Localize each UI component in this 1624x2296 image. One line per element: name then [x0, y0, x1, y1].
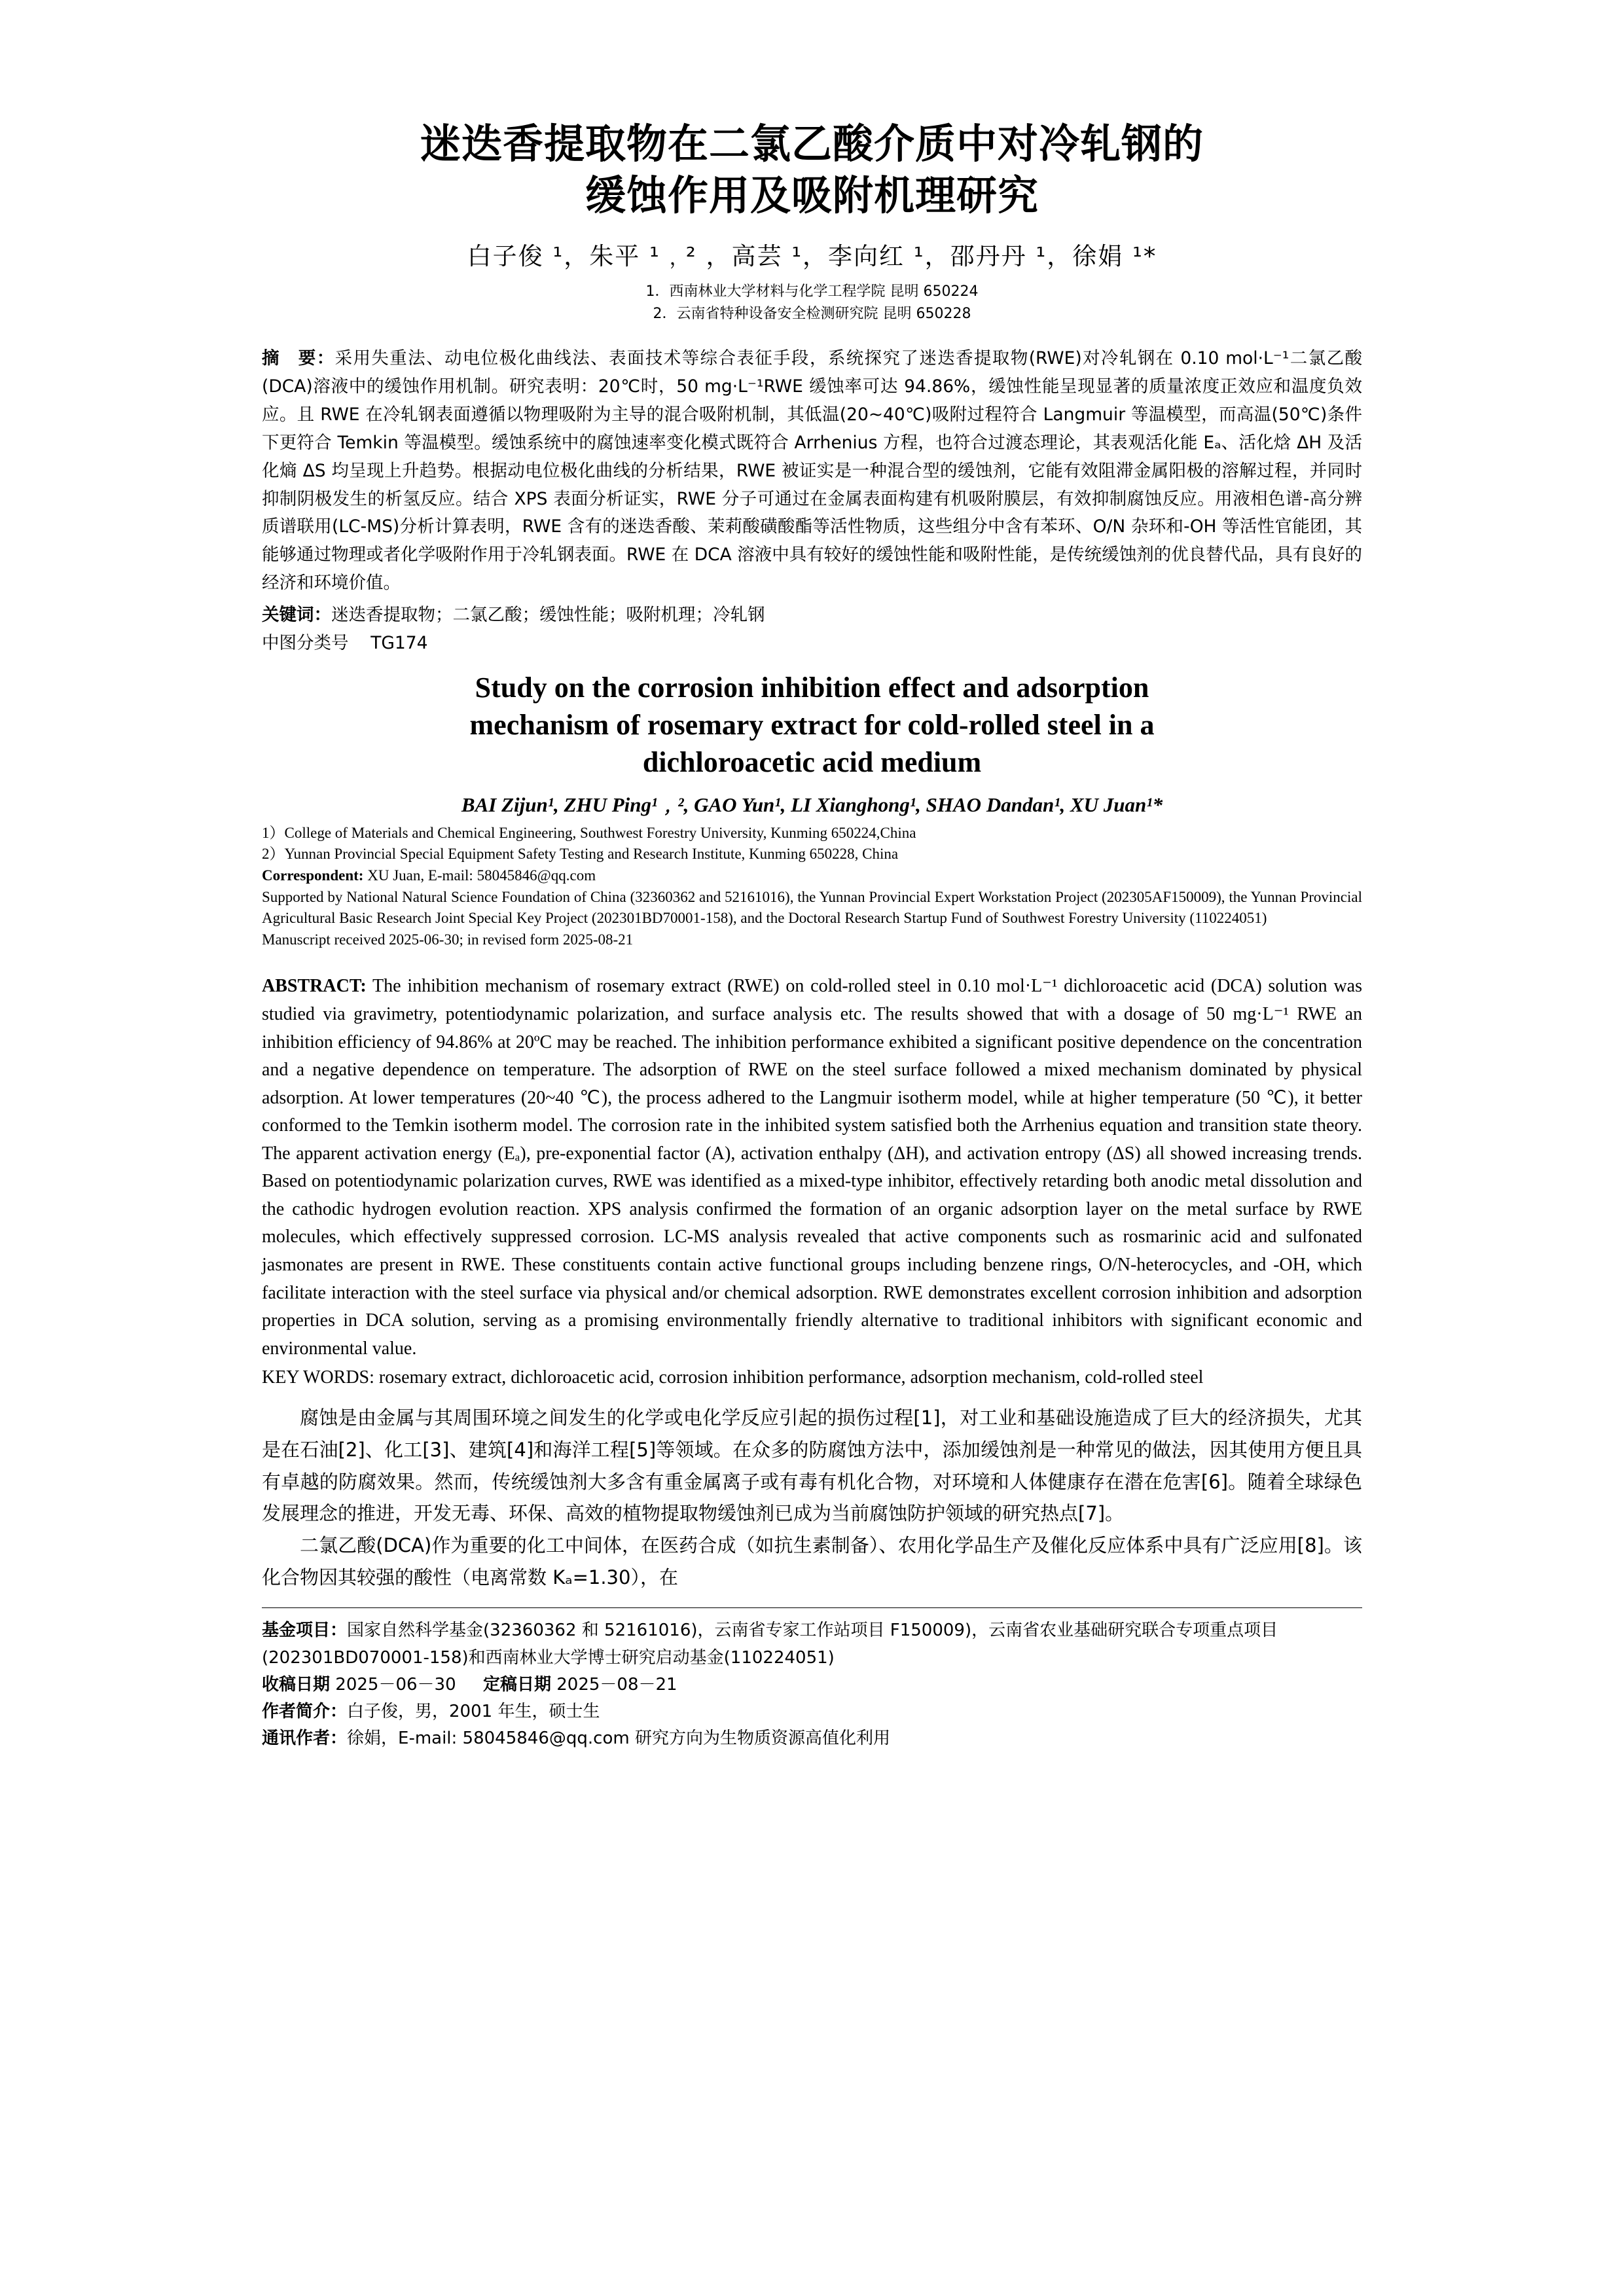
en-abstract: [262, 973, 1362, 1363]
final-label: 定稿日期: [482, 1674, 551, 1695]
correspondent-value: XU Juan, E-mail: 58045846@qq.com: [363, 867, 596, 884]
body-paragraph-1: 腐蚀是由金属与其周围环境之间发生的化学或电化学反应引起的损伤过程[1]，对工业和基础设施造成了巨大的经济损失，尤其是在石油[2]、化工[3]、建筑[4]和海洋工程[5]等领域。在众多的防腐蚀方法中，添加缓蚀剂是一种常见的做法，因其使用方便且具有卓越的防腐效果。然而，传统缓蚀剂大多含有重金属离子或有毒有机化合物，对环境和人体健康存在潜在危害[6]。随着全球绿色发展理念的推进，开发无毒、环保、高效的植物提取物缓蚀剂已成为当前腐蚀防护领域的研究热点[7]。: [262, 1407, 1362, 1525]
body-paragraph-2: 二氯乙酸(DCA)作为重要的化工中间体，在医药合成（如抗生素制备）、农用化学品生产及催化反应体系中具有广泛应用[8]。该化合物因其较强的酸性（电离常数 Kₐ=1.30），在: [262, 1534, 1362, 1588]
cn-abstract-label: 摘 要：: [262, 348, 335, 368]
en-affiliation-2: 2）Yunnan Provincial Special Equipment Safety Testing and Research Institute, Kunming 650228, China: [262, 846, 899, 863]
en-abstract-text: The inhibition mechanism of rosemary extract (RWE) on cold-rolled steel in 0.10 mol·L⁻¹ dichloroacetic acid (DCA) solution was studied via gravimetry, potentiodynamic polarization, and surface analysis etc. The results showed that with a dosage of 50 mg·L⁻¹ RWE an inhibition efficiency of 94.86% at 20ºC may be reached. The inhibition performance exhibited a significant positive dependence on the concentration and a negative dependence on temperature. The adsorption of RWE on the steel surface followed a mixed mechanism dominated by physical adsorption. At lower temperatures (20~40 ℃), the process adhered to the Langmuir isotherm model, while at higher temperature (50 ℃), it better conformed to the Temkin isotherm model. The corrosion rate in the inhibited system satisfied both the Arrhenius equation and transition state theory. The apparent activation energy (Eₐ), pre-exponential factor (A), activation enthalpy (ΔH), and activation entropy (ΔS) all showed increasing trends. Based on potentiodynamic polarization curves, RWE was identified as a mixed-type inhibitor, effectively retarding both anodic metal dissolution and the cathodic hydrogen evolution reaction. XPS analysis confirmed the formation of an organic adsorption layer on the metal surface by RWE molecules, which effectively suppressed corrosion. LC-MS analysis revealed that active components such as rosmarinic acid and sulfonated jasmonates are present in RWE. These constituents contain active functional groups including benzene rings, O/N-heterocycles, and -OH, which facilitate interaction with the steel surface via physical and/or chemical adsorption. RWE demonstrates excellent corrosion inhibition and adsorption properties in DCA solution, serving as a promising environmentally friendly alternative to traditional inhibitors with significant economic and environmental value.: [262, 976, 1362, 1359]
cn-clc-number: [262, 630, 1362, 657]
en-author-list: BAI Zijun¹, ZHU Ping¹﹐², GAO Yun¹, LI Xianghong¹, SHAO Dandan¹, XU Juan¹*: [461, 793, 1163, 816]
received-value: 2025－06－30: [335, 1674, 456, 1695]
cn-affiliation-2: 2．云南省特种设备安全检测研究院 昆明 650228: [653, 305, 971, 322]
fund-row: [262, 1617, 1362, 1671]
en-keywords-label: KEY WORDS: [262, 1367, 370, 1388]
cn-clc-label: 中图分类号: [262, 632, 349, 653]
page-title: [262, 118, 1362, 222]
footer-divider: [262, 1607, 1362, 1608]
cn-affiliations: [262, 281, 1362, 325]
cn-title-line-2: 缓蚀作用及吸附机理研究: [585, 171, 1039, 220]
cn-title-line-1: 迷迭香提取物在二氯乙酸介质中对冷轧钢的: [420, 120, 1204, 168]
cn-abstract-text: 采用失重法、动电位极化曲线法、表面技术等综合表征手段，系统探究了迷迭香提取物(RWE)对冷轧钢在 0.10 mol·L⁻¹二氯乙酸(DCA)溶液中的缓蚀作用机制。研究表明：20℃时，50 mg·L⁻¹RWE 缓蚀率可达 94.86%，缓蚀性能呈现显著的质量浓度正效应和温度负效应。且 RWE 在冷轧钢表面遵循以物理吸附为主导的混合吸附机制，其低温(20~40℃)吸附过程符合 Langmuir 等温模型，而高温(50℃)条件下更符合 Temkin 等温模型。缓蚀系统中的腐蚀速率变化模式既符合 Arrhenius 方程，也符合过渡态理论，其表观活化能 Eₐ、活化焓 ΔH 及活化熵 ΔS 均呈现上升趋势。根据动电位极化曲线的分析结果，RWE 被证实是一种混合型的缓蚀剂，它能有效阻滞金属阳极的溶解过程，并同时抑制阴极发生的析氢反应。结合 XPS 表面分析证实，RWE 分子可通过在金属表面构建有机吸附膜层，有效抑制腐蚀反应。用液相色谱-高分辨质谱联用(LC-MS)分析计算表明，RWE 含有的迷迭香酸、茉莉酸磺酸酯等活性物质，这些组分中含有苯环、O/N 杂环和-OH 等活性官能团，其能够通过物理或者化学吸附作用于冷轧钢表面。RWE 在 DCA 溶液中具有较好的缓蚀性能和吸附性能，是传统缓蚀剂的优良替代品，具有良好的经济和环境价值。: [262, 348, 1362, 594]
fund-label: 基金项目：: [262, 1621, 348, 1641]
cn-author-list: 白子俊 ¹，朱平 ¹﹐² ，高芸 ¹，李向红 ¹，邵丹丹 ¹，徐娟 ¹*: [467, 242, 1157, 270]
cn-affiliation-1: 1．西南林业大学材料与化学工程学院 昆明 650224: [645, 283, 979, 300]
cn-abstract: [262, 345, 1362, 598]
author-bio-label: 作者简介：: [262, 1701, 348, 1721]
cn-clc-value: TG174: [370, 632, 428, 653]
received-label: 收稿日期: [262, 1674, 331, 1695]
corresponding-value: 徐娟，E-mail: 58045846@qq.com 研究方向为生物质资源高值化利用: [347, 1728, 890, 1748]
fund-text: 国家自然科学基金(32360362 和 52161016)，云南省专家工作站项目 F150009)，云南省农业基础研究联合专项重点项目(202301BD070001-158)和西南林业大学博士研究启动基金(110224051): [262, 1621, 1278, 1668]
cn-keywords-label: 关键词：: [262, 605, 331, 626]
correspondent-label: Correspondent:: [262, 867, 364, 884]
author-bio-value: 白子俊，男，2001 年生，硕士生: [347, 1701, 600, 1721]
en-title: [262, 669, 1362, 781]
en-keywords-text: : rosemary extract, dichloroacetic acid, corrosion inhibition performance, adsorption mechanism, cold-rolled steel: [369, 1367, 1204, 1388]
en-abstract-label: ABSTRACT:: [262, 976, 367, 997]
manuscript-note: Manuscript received 2025-06-30; in revised form 2025-08-21: [262, 931, 634, 948]
correspondent-line: [262, 865, 1362, 887]
en-title-line-2: mechanism of rosemary extract for cold-rolled steel in a: [469, 709, 1155, 742]
en-affiliation-1: 1）College of Materials and Chemical Engineering, Southwest Forestry University, Kunming 650224,China: [262, 824, 916, 841]
cn-keywords: [262, 601, 1362, 629]
en-metadata-block: [262, 823, 1362, 951]
corresponding-label: 通讯作者：: [262, 1728, 348, 1748]
final-value: 2025－08－21: [556, 1674, 677, 1695]
en-title-line-1: Study on the corrosion inhibition effect and adsorption: [475, 671, 1149, 704]
support-note: Supported by National Natural Science Foundation of China (32360362 and 52161016), the Yunnan Provincial Expert Workstation Project (202305AF150009), the Yunnan Provincial Agricultural Basic Research Joint Special Key Project (202301BD70001-158), and the Doctoral Research Startup Fund of Southwest Forestry University (110224051): [262, 888, 1362, 927]
corresponding-author-row: [262, 1725, 1362, 1752]
author-bio-row: [262, 1698, 1362, 1725]
body-content: [262, 1402, 1362, 1593]
footer-notes: [262, 1617, 1362, 1751]
date-row: [262, 1672, 1362, 1698]
en-title-line-3: dichloroacetic acid medium: [642, 746, 982, 779]
en-keywords: [262, 1364, 1362, 1391]
cn-keywords-text: 迷迭香提取物；二氯乙酸；缓蚀性能；吸附机理；冷轧钢: [331, 605, 765, 626]
